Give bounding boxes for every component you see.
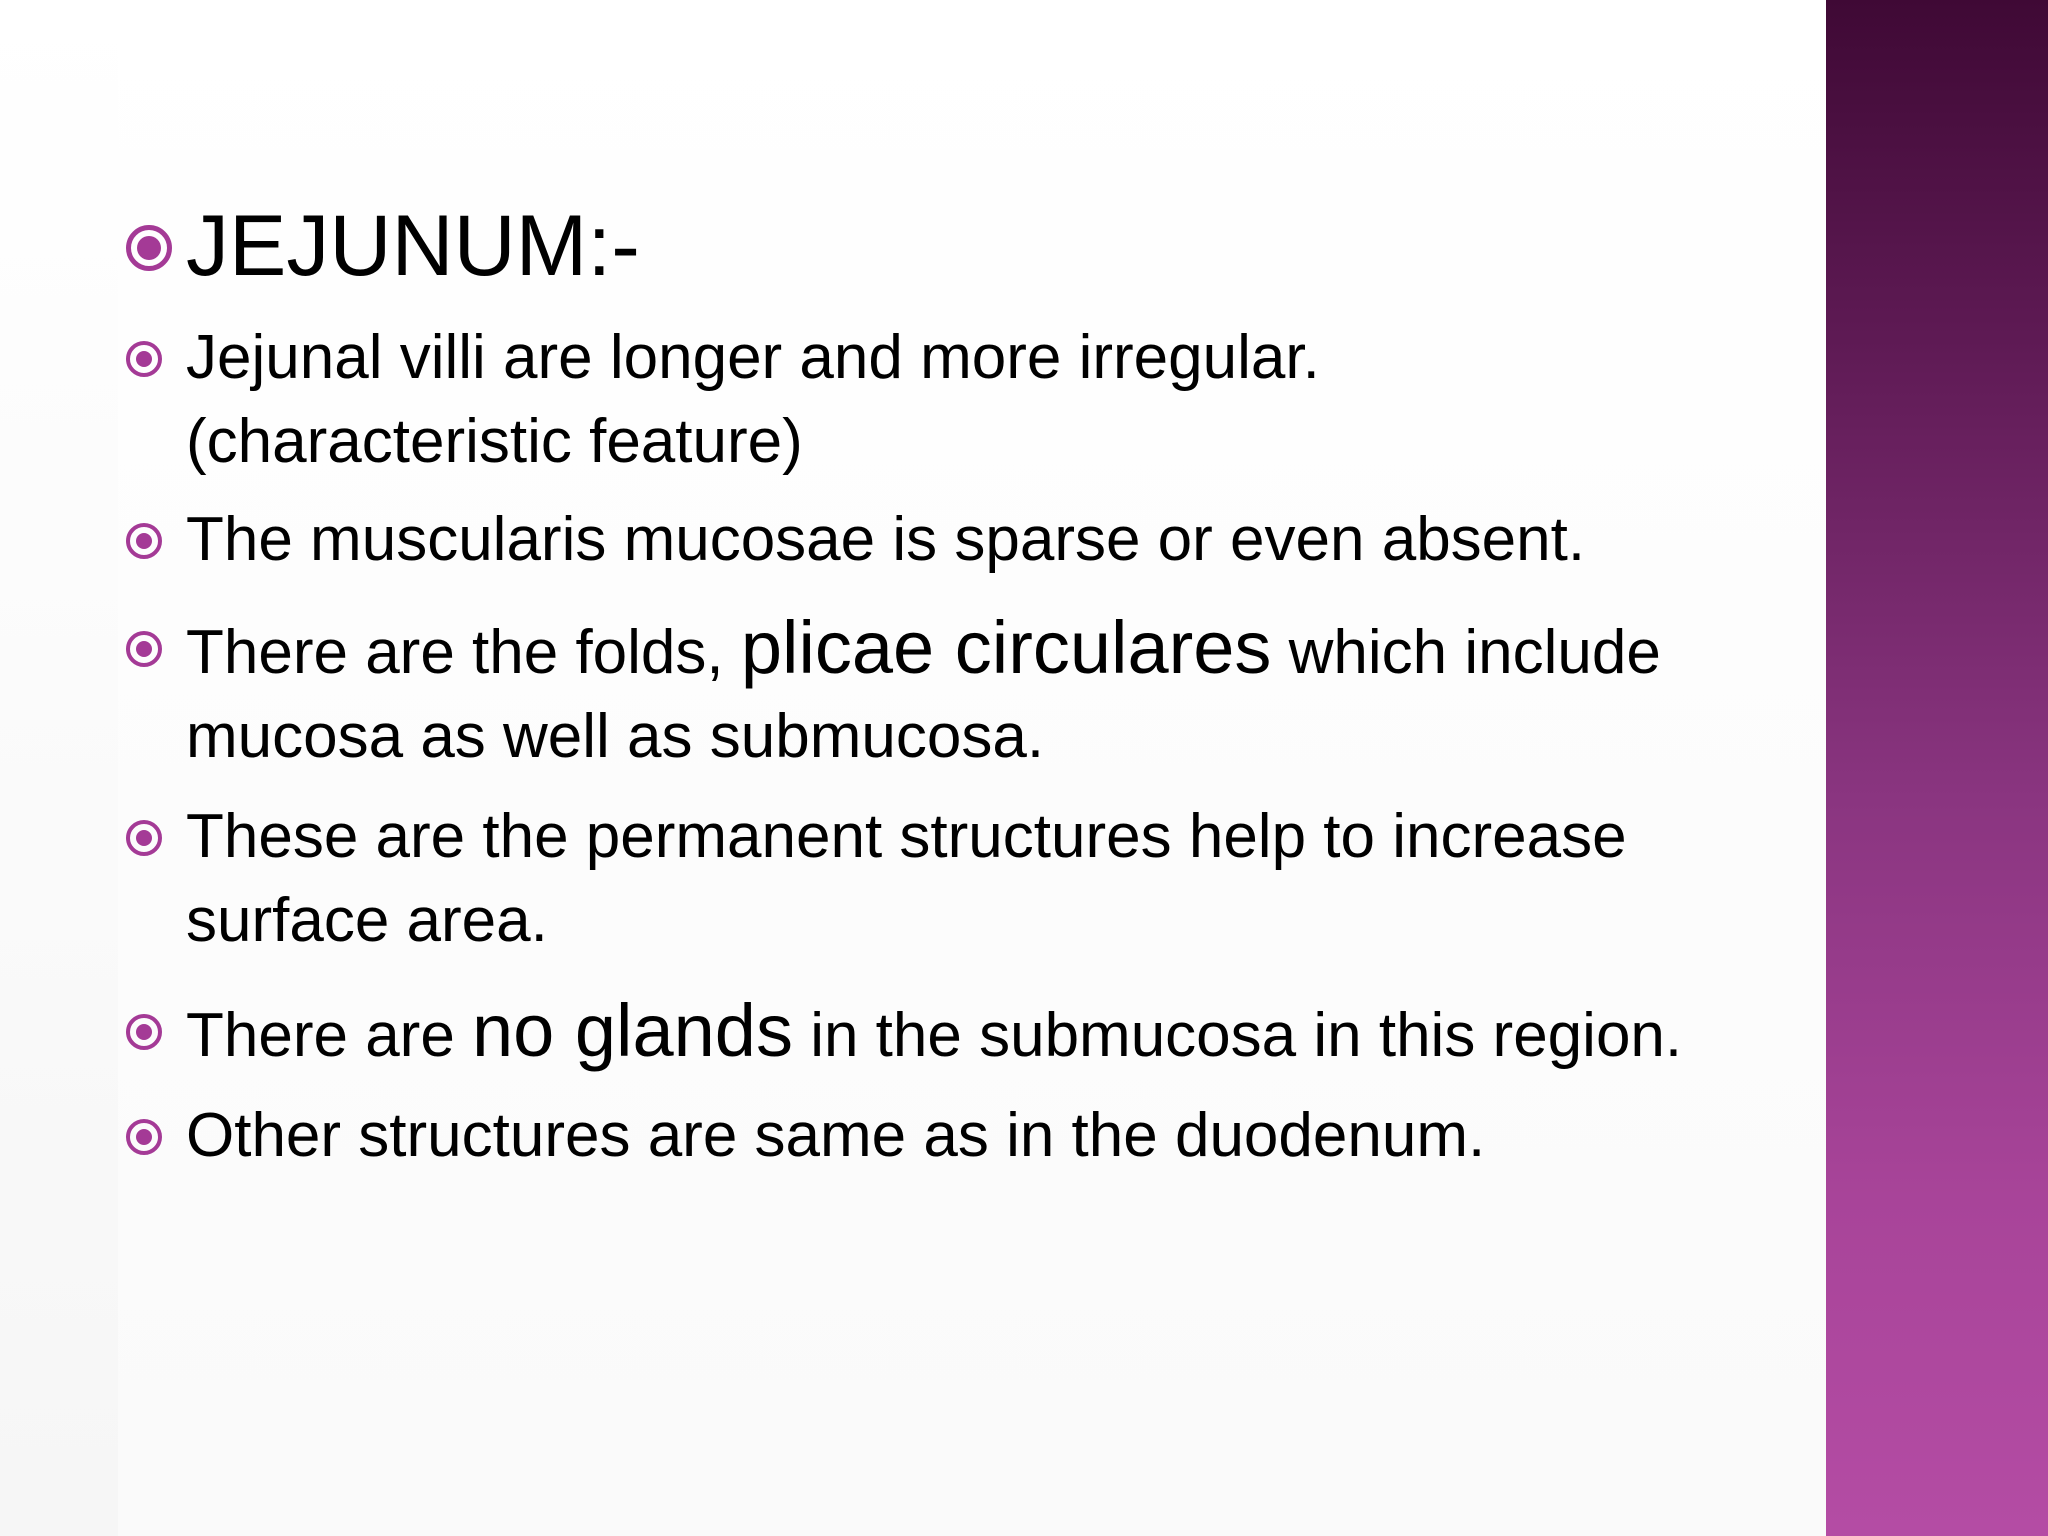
radio-bullet-icon [126,631,162,667]
bullet-point [126,1094,1686,1178]
bullet-point [126,498,1686,582]
bullet-point [126,795,1686,963]
bullet-text-after: which include mucosa as well as submucosa. [186,618,1661,771]
bullet-text: Other structures are same as in the duodenum. [186,1101,1486,1170]
bullet-point [126,989,1686,1078]
bullet-text-after: in the submucosa in this region. [792,1001,1683,1070]
radio-bullet-icon [126,1119,162,1155]
radio-bullet-icon [126,523,162,559]
slide-heading [126,196,1686,296]
heading-text: JEJUNUM:- [186,198,640,294]
bullet-emphasis-text: no glands [472,989,793,1072]
bullet-text: These are the permanent structures help to increase surface area. [186,802,1627,955]
radio-bullet-icon [126,225,172,271]
bullet-text: Jejunal villi are longer and more irregular. (characteristic feature) [186,323,1320,476]
radio-bullet-icon [126,1014,162,1050]
bullet-point [126,316,1686,484]
bullet-text: The muscularis mucosae is sparse or even absent. [186,505,1586,574]
radio-bullet-icon [126,820,162,856]
decorative-sidebar [1826,0,2048,1536]
left-background-band [0,0,118,1536]
bullet-text-before: There are [186,1001,473,1070]
slide-content [126,196,1686,1178]
radio-bullet-icon [126,341,162,377]
bullet-text-before: There are the folds, [186,618,741,687]
bullet-point [126,606,1686,779]
bullet-emphasis-text: plicae circulares [740,606,1272,689]
